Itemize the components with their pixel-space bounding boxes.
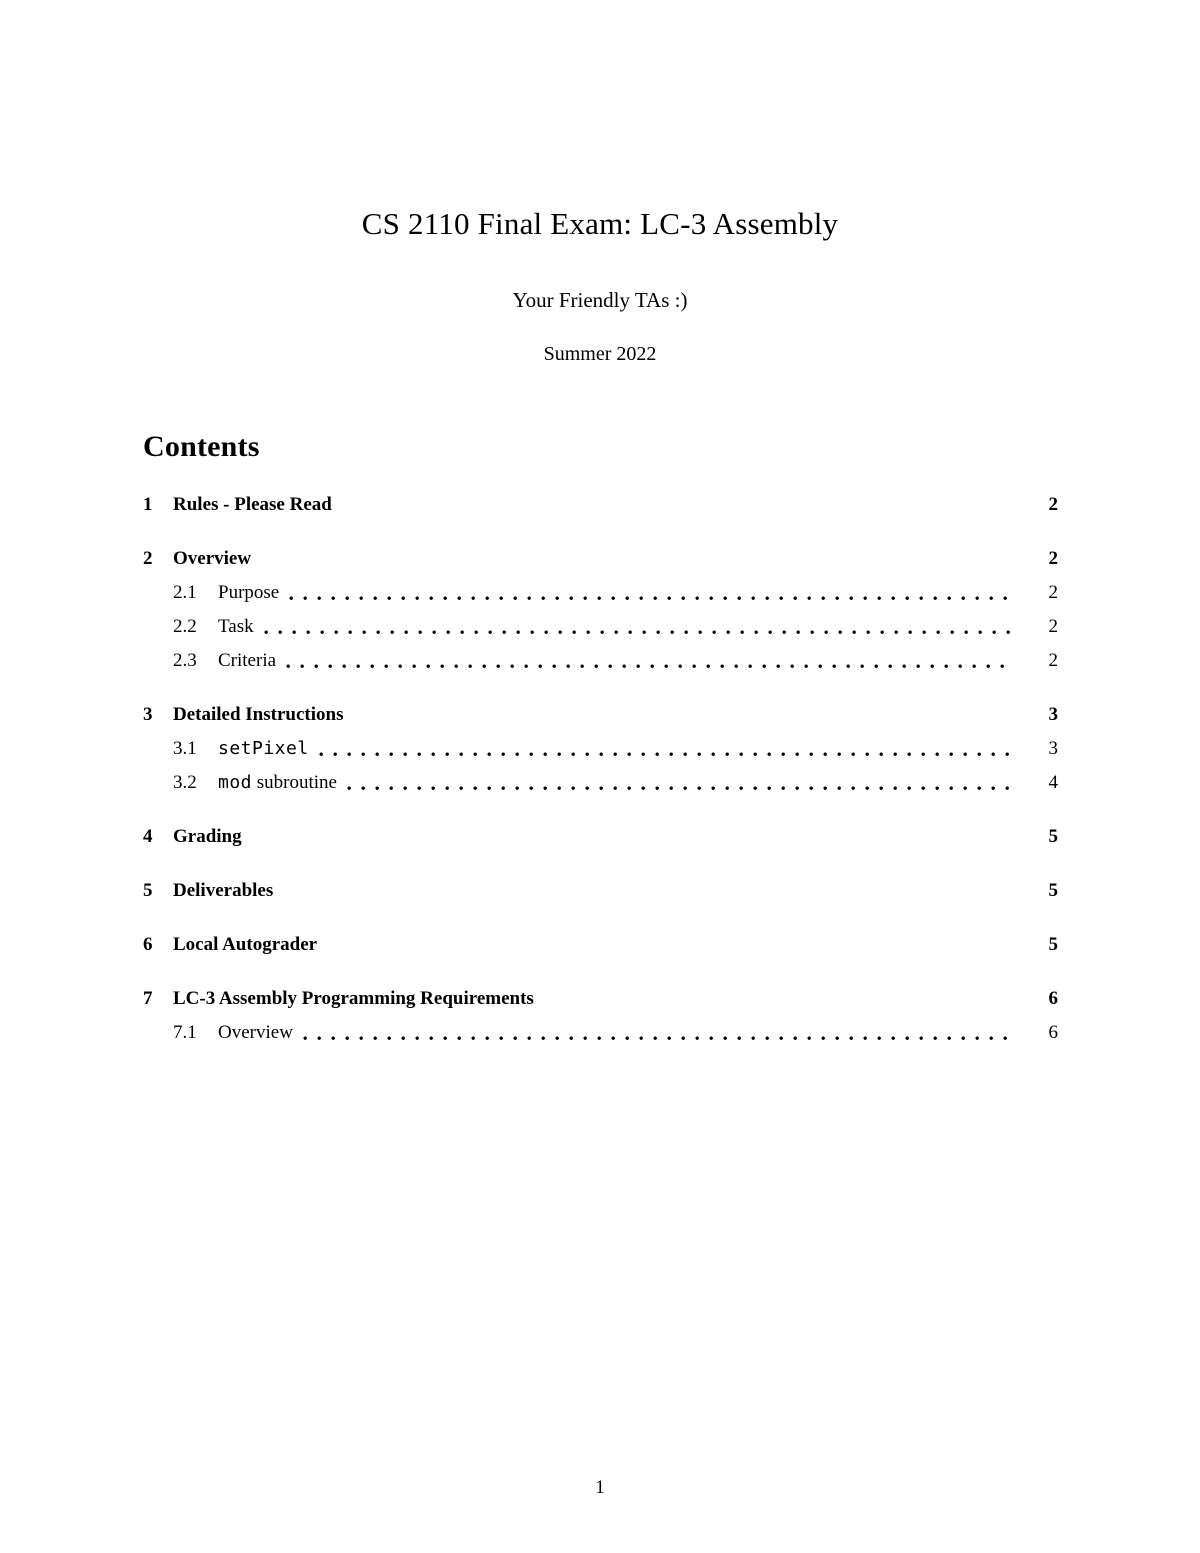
toc-entry-title[interactable]: Task: [218, 616, 254, 637]
toc-entry-page: 2: [1048, 616, 1058, 637]
toc-entry-title[interactable]: setPixel: [218, 738, 309, 759]
toc-entry-number: 6: [143, 934, 153, 955]
toc-dot-leader: [286, 664, 1014, 669]
toc-entry-number: 2: [143, 548, 153, 569]
toc-entry-number: 2.2: [173, 616, 197, 637]
toc-dot-leader: [319, 752, 1014, 757]
toc-entry-number: 1: [143, 494, 153, 515]
toc-entry[interactable]: [143, 770, 1058, 796]
toc-entry[interactable]: [143, 546, 1058, 572]
toc-entry-title[interactable]: Deliverables: [173, 880, 274, 901]
document-author: Your Friendly TAs :): [512, 288, 688, 312]
toc-entry-page: 2: [1048, 548, 1058, 569]
table-of-contents: [143, 492, 1058, 1046]
toc-entry-title[interactable]: LC-3 Assembly Programming Requirements: [173, 988, 534, 1009]
toc-entry[interactable]: [143, 614, 1058, 640]
toc-entry-number: 4: [143, 826, 153, 847]
document-title: CS 2110 Final Exam: LC-3 Assembly: [361, 206, 839, 241]
toc-entry[interactable]: [143, 648, 1058, 674]
toc-entry[interactable]: [143, 878, 1058, 904]
toc-entry-title[interactable]: Overview: [218, 1022, 293, 1043]
toc-dot-leader: [347, 786, 1014, 791]
toc-entry-number: 2.3: [173, 650, 197, 671]
toc-entry[interactable]: [143, 736, 1058, 762]
toc-entry-page: 6: [1048, 1022, 1058, 1043]
toc-entry-number: 7.1: [173, 1022, 197, 1043]
toc-entry[interactable]: [143, 492, 1058, 518]
toc-dot-leader: [303, 1036, 1014, 1041]
toc-entry-number: 3.1: [173, 738, 197, 759]
toc-entry-title[interactable]: subroutine: [252, 772, 337, 793]
toc-dot-leader: [264, 630, 1014, 635]
toc-entry-page: 5: [1048, 880, 1058, 901]
toc-entry-title[interactable]: Rules - Please Read: [173, 494, 332, 515]
toc-entry-page: 5: [1048, 826, 1058, 847]
toc-entry-title-code[interactable]: mod: [218, 772, 253, 793]
toc-entry[interactable]: [143, 824, 1058, 850]
toc-entry-page: 3: [1048, 704, 1058, 725]
toc-entry-page: 5: [1048, 934, 1058, 955]
toc-entry-page: 2: [1048, 494, 1058, 515]
toc-entry-page: 2: [1048, 650, 1058, 671]
toc-entry-number: 5: [143, 880, 153, 901]
toc-entry[interactable]: [143, 580, 1058, 606]
toc-entry-title[interactable]: Grading: [173, 826, 242, 847]
toc-entry-number: 2.1: [173, 582, 197, 603]
document-date: Summer 2022: [543, 343, 657, 365]
toc-dot-leader: [289, 596, 1014, 601]
contents-heading: Contents: [143, 430, 260, 463]
toc-entry-page: 3: [1048, 738, 1058, 759]
toc-entry-number: 3: [143, 704, 153, 725]
toc-entry[interactable]: [143, 986, 1058, 1012]
toc-entry[interactable]: [143, 702, 1058, 728]
toc-entry-page: 4: [1048, 772, 1058, 793]
toc-entry-number: 3.2: [173, 772, 197, 793]
toc-entry-title[interactable]: Detailed Instructions: [173, 704, 344, 725]
footer-page-number: 1: [595, 1477, 605, 1498]
toc-entry-number: 7: [143, 988, 153, 1009]
toc-entry-title[interactable]: Criteria: [218, 650, 277, 671]
toc-entry-page: 2: [1048, 582, 1058, 603]
toc-entry-page: 6: [1048, 988, 1058, 1009]
toc-entry-title[interactable]: Overview: [173, 548, 252, 569]
toc-entry-title[interactable]: Purpose: [218, 582, 280, 603]
toc-entry-title[interactable]: Local Autograder: [173, 934, 318, 955]
toc-entry[interactable]: [143, 1020, 1058, 1046]
toc-entry[interactable]: [143, 932, 1058, 958]
